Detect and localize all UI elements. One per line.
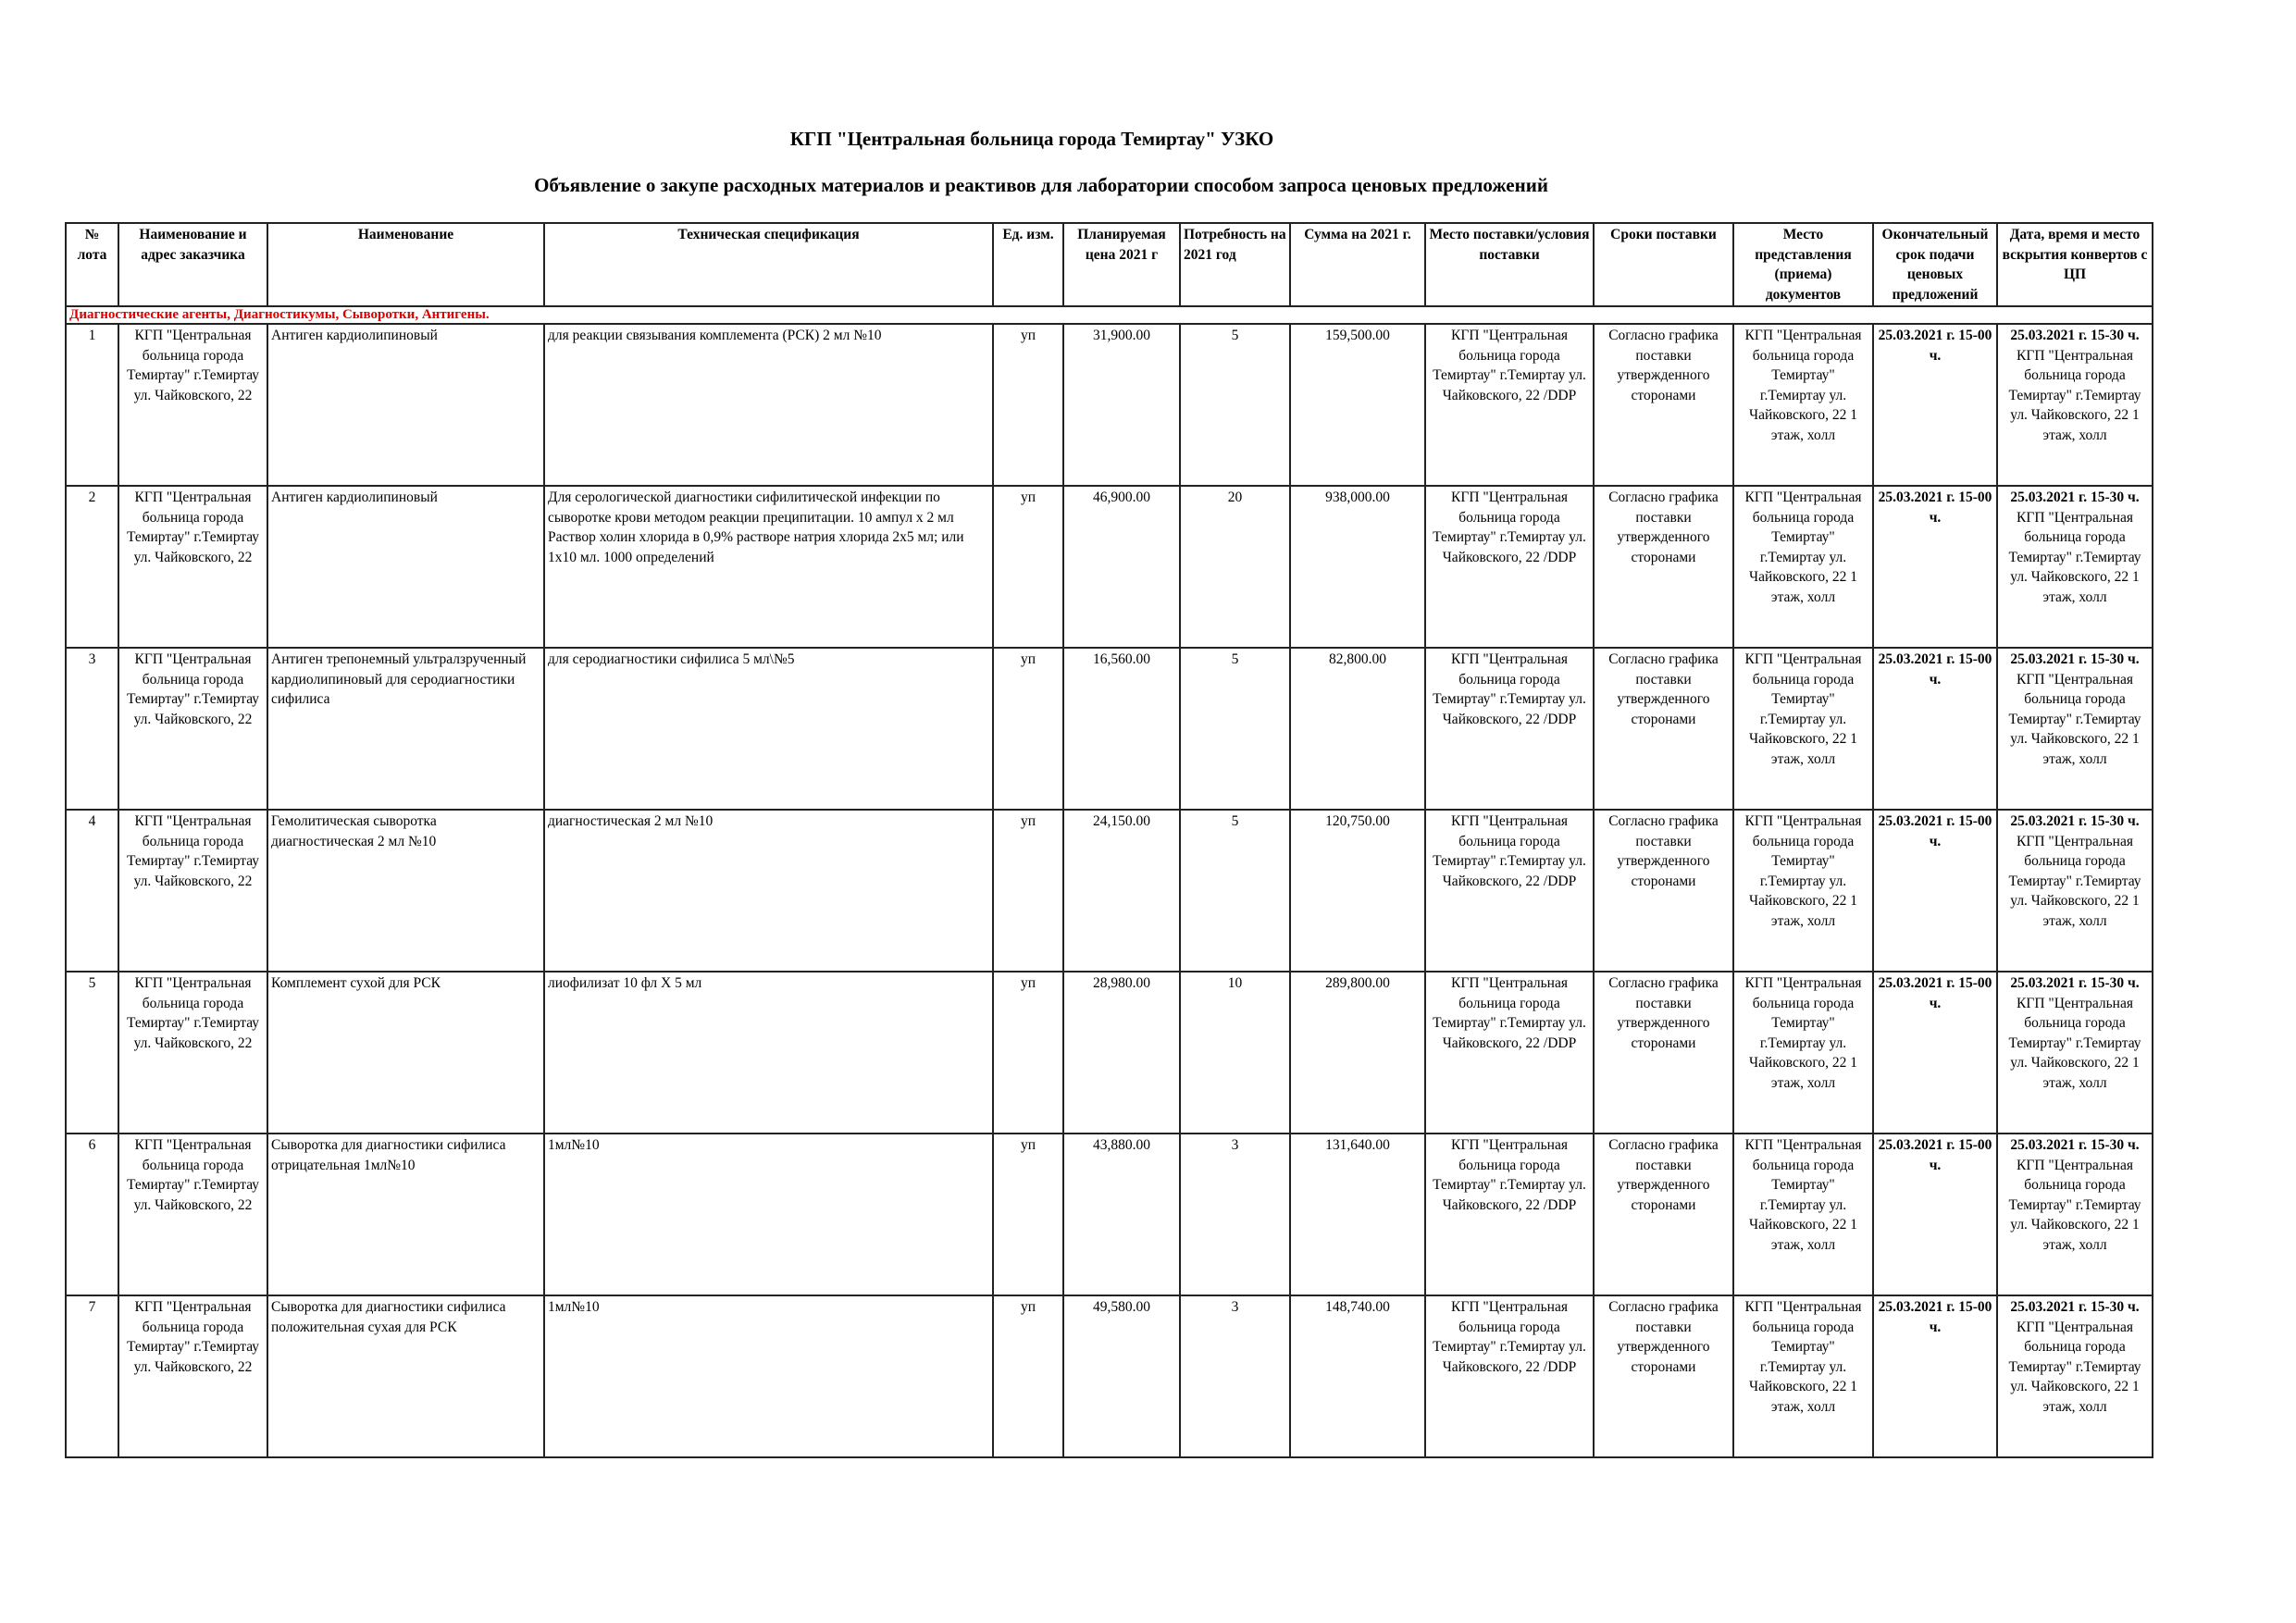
header-docs-place: Место представления (приема) документов <box>1733 223 1873 306</box>
lot-number: 4 <box>66 810 118 972</box>
category-row <box>66 306 2153 324</box>
quantity: 3 <box>1180 1295 1290 1457</box>
opening-place: КГП "Центральная больница города Темиртау" г.Темиртау ул. Чайковского, 22 1 этаж, холл <box>2008 995 2141 1091</box>
header-name: Наименование <box>267 223 544 306</box>
docs-place: КГП "Центральная больница города Темиртау" г.Темиртау ул. Чайковского, 22 1 этаж, холл <box>1733 810 1873 972</box>
specification: для реакции связывания комплемента (РСК) 2 мл №10 <box>544 324 993 486</box>
unit: уп <box>993 810 1063 972</box>
header-opening: Дата, время и место вскрытия конвертов с ЦП <box>1997 223 2153 306</box>
specification: Для серологической диагностики сифилитической инфекции по сыворотке крови методом реакции преципитации. 10 ампул х 2 мл Раствор холин хлорида в 0,9% растворе натрия хлорида 2х5 мл; или 1х10 мл. 1000 определений <box>544 486 993 648</box>
deadline: 25.03.2021 г. 15-00 ч. <box>1873 648 1997 810</box>
opening-cell <box>1997 972 2153 1134</box>
planned-price: 24,150.00 <box>1063 810 1180 972</box>
specification: 1мл№10 <box>544 1295 993 1457</box>
lot-number: 1 <box>66 324 118 486</box>
item-name: Гемолитическая сыворотка диагностическая 2 мл №10 <box>267 810 544 972</box>
planned-price: 28,980.00 <box>1063 972 1180 1134</box>
opening-datetime: 25.03.2021 г. 15-30 ч. <box>2010 651 2140 667</box>
item-name: Сыворотка для диагностики сифилиса отрицательная 1мл№10 <box>267 1134 544 1295</box>
sum: 159,500.00 <box>1290 324 1425 486</box>
opening-datetime: 25.03.2021 г. 15-30 ч. <box>2010 813 2140 829</box>
sum: 938,000.00 <box>1290 486 1425 648</box>
header-delivery-terms: Сроки поставки <box>1594 223 1733 306</box>
specification: диагностическая 2 мл №10 <box>544 810 993 972</box>
category-label: Диагностические агенты, Диагностикумы, Сыворотки, Антигены. <box>66 306 2153 324</box>
lot-number: 5 <box>66 972 118 1134</box>
delivery-place: КГП "Центральная больница города Темиртау" г.Темиртау ул. Чайковского, 22 /DDP <box>1425 972 1594 1134</box>
header-unit: Ед. изм. <box>993 223 1063 306</box>
header-planned-price: Планируемая цена 2021 г <box>1063 223 1180 306</box>
docs-place: КГП "Центральная больница города Темиртау" г.Темиртау ул. Чайковского, 22 1 этаж, холл <box>1733 1134 1873 1295</box>
unit: уп <box>993 972 1063 1134</box>
delivery-place: КГП "Центральная больница города Темиртау" г.Темиртау ул. Чайковского, 22 /DDP <box>1425 1134 1594 1295</box>
delivery-terms: Согласно графика поставки утвержденного сторонами <box>1594 1134 1733 1295</box>
sum: 289,800.00 <box>1290 972 1425 1134</box>
opening-datetime: 25.03.2021 г. 15-30 ч. <box>2010 1299 2140 1315</box>
sum: 131,640.00 <box>1290 1134 1425 1295</box>
delivery-place: КГП "Центральная больница города Темиртау" г.Темиртау ул. Чайковского, 22 /DDP <box>1425 648 1594 810</box>
docs-place: КГП "Центральная больница города Темиртау" г.Темиртау ул. Чайковского, 22 1 этаж, холл <box>1733 486 1873 648</box>
sum: 82,800.00 <box>1290 648 1425 810</box>
specification: для серодиагностики сифилиса 5 мл\№5 <box>544 648 993 810</box>
opening-cell <box>1997 1134 2153 1295</box>
delivery-terms: Согласно графика поставки утвержденного сторонами <box>1594 324 1733 486</box>
unit: уп <box>993 1295 1063 1457</box>
customer-cell: КГП "Центральная больница города Темиртау" г.Темиртау ул. Чайковского, 22 <box>118 810 267 972</box>
quantity: 5 <box>1180 648 1290 810</box>
deadline: 25.03.2021 г. 15-00 ч. <box>1873 1295 1997 1457</box>
opening-place: КГП "Центральная больница города Темиртау" г.Темиртау ул. Чайковского, 22 1 этаж, холл <box>2008 509 2141 605</box>
opening-cell <box>1997 486 2153 648</box>
customer-cell: КГП "Центральная больница города Темиртау" г.Темиртау ул. Чайковского, 22 <box>118 1295 267 1457</box>
deadline: 25.03.2021 г. 15-00 ч. <box>1873 972 1997 1134</box>
customer-cell: КГП "Центральная больница города Темиртау" г.Темиртау ул. Чайковского, 22 <box>118 972 267 1134</box>
opening-datetime: 25.03.2021 г. 15-30 ч. <box>2010 975 2140 991</box>
deadline: 25.03.2021 г. 15-00 ч. <box>1873 810 1997 972</box>
unit: уп <box>993 648 1063 810</box>
opening-place: КГП "Центральная больница города Темиртау" г.Темиртау ул. Чайковского, 22 1 этаж, холл <box>2008 833 2141 929</box>
delivery-place: КГП "Центральная больница города Темиртау" г.Темиртау ул. Чайковского, 22 /DDP <box>1425 324 1594 486</box>
opening-place: КГП "Центральная больница города Темиртау" г.Темиртау ул. Чайковского, 22 1 этаж, холл <box>2008 671 2141 767</box>
delivery-place: КГП "Центральная больница города Темиртау" г.Темиртау ул. Чайковского, 22 /DDP <box>1425 1295 1594 1457</box>
specification: лиофилизат 10 фл Х 5 мл <box>544 972 993 1134</box>
delivery-place: КГП "Центральная больница города Темиртау" г.Темиртау ул. Чайковского, 22 /DDP <box>1425 810 1594 972</box>
table-row <box>66 648 2153 810</box>
opening-place: КГП "Центральная больница города Темиртау" г.Темиртау ул. Чайковского, 22 1 этаж, холл <box>2008 1157 2141 1253</box>
opening-datetime: 25.03.2021 г. 15-30 ч. <box>2010 328 2140 343</box>
procurement-table <box>65 222 2153 1458</box>
planned-price: 31,900.00 <box>1063 324 1180 486</box>
table-row <box>66 972 2153 1134</box>
header-row <box>66 223 2153 306</box>
lot-number: 3 <box>66 648 118 810</box>
lot-number: 2 <box>66 486 118 648</box>
header-delivery-place: Место поставки/условия поставки <box>1425 223 1594 306</box>
deadline: 25.03.2021 г. 15-00 ч. <box>1873 324 1997 486</box>
planned-price: 43,880.00 <box>1063 1134 1180 1295</box>
header-customer: Наименование и адрес заказчика <box>118 223 267 306</box>
delivery-terms: Согласно графика поставки утвержденного сторонами <box>1594 648 1733 810</box>
docs-place: КГП "Центральная больница города Темиртау" г.Темиртау ул. Чайковского, 22 1 этаж, холл <box>1733 648 1873 810</box>
quantity: 5 <box>1180 324 1290 486</box>
header-specification: Техническая спецификация <box>544 223 993 306</box>
planned-price: 46,900.00 <box>1063 486 1180 648</box>
docs-place: КГП "Центральная больница города Темиртау" г.Темиртау ул. Чайковского, 22 1 этаж, холл <box>1733 1295 1873 1457</box>
opening-datetime: 25.03.2021 г. 15-30 ч. <box>2010 489 2140 505</box>
opening-cell <box>1997 324 2153 486</box>
sum: 148,740.00 <box>1290 1295 1425 1457</box>
delivery-terms: Согласно графика поставки утвержденного сторонами <box>1594 486 1733 648</box>
specification: 1мл№10 <box>544 1134 993 1295</box>
item-name: Антиген кардиолипиновый <box>267 486 544 648</box>
table-row <box>66 324 2153 486</box>
unit: уп <box>993 1134 1063 1295</box>
lot-number: 6 <box>66 1134 118 1295</box>
quantity: 20 <box>1180 486 1290 648</box>
deadline: 25.03.2021 г. 15-00 ч. <box>1873 1134 1997 1295</box>
quantity: 3 <box>1180 1134 1290 1295</box>
lot-number: 7 <box>66 1295 118 1457</box>
deadline: 25.03.2021 г. 15-00 ч. <box>1873 486 1997 648</box>
unit: уп <box>993 486 1063 648</box>
docs-place: КГП "Центральная больница города Темиртау" г.Темиртау ул. Чайковского, 22 1 этаж, холл <box>1733 324 1873 486</box>
table-row <box>66 486 2153 648</box>
item-name: Комплемент сухой для РСК <box>267 972 544 1134</box>
header-lot-number: № лота <box>66 223 118 306</box>
sum: 120,750.00 <box>1290 810 1425 972</box>
quantity: 5 <box>1180 810 1290 972</box>
item-name: Антиген трепонемный ультралзрученный кардиолипиновый для серодиагностики сифилиса <box>267 648 544 810</box>
docs-place: КГП "Центральная больница города Темиртау" г.Темиртау ул. Чайковского, 22 1 этаж, холл <box>1733 972 1873 1134</box>
header-sum: Сумма на 2021 г. <box>1290 223 1425 306</box>
header-deadline: Окончательный срок подачи ценовых предложений <box>1873 223 1997 306</box>
header-quantity: Потребность на 2021 год <box>1180 223 1290 306</box>
announcement-title: Объявление о закупе расходных материалов и реактивов для лаборатории способом запроса ценовых предложений <box>534 174 1548 196</box>
unit: уп <box>993 324 1063 486</box>
table-row <box>66 1134 2153 1295</box>
opening-cell <box>1997 1295 2153 1457</box>
item-name: Антиген кардиолипиновый <box>267 324 544 486</box>
delivery-terms: Согласно графика поставки утвержденного сторонами <box>1594 972 1733 1134</box>
opening-place: КГП "Центральная больница города Темиртау" г.Темиртау ул. Чайковского, 22 1 этаж, холл <box>2008 347 2141 443</box>
item-name: Сыворотка для диагностики сифилиса положительная сухая для РСК <box>267 1295 544 1457</box>
quantity: 10 <box>1180 972 1290 1134</box>
planned-price: 49,580.00 <box>1063 1295 1180 1457</box>
customer-cell: КГП "Центральная больница города Темиртау" г.Темиртау ул. Чайковского, 22 <box>118 324 267 486</box>
table-row <box>66 1295 2153 1457</box>
planned-price: 16,560.00 <box>1063 648 1180 810</box>
customer-cell: КГП "Центральная больница города Темиртау" г.Темиртау ул. Чайковского, 22 <box>118 648 267 810</box>
opening-datetime: 25.03.2021 г. 15-30 ч. <box>2010 1137 2140 1153</box>
customer-cell: КГП "Центральная больница города Темиртау" г.Темиртау ул. Чайковского, 22 <box>118 1134 267 1295</box>
organization-title: КГП "Центральная больница города Темиртау" УЗКО <box>789 128 1274 150</box>
opening-place: КГП "Центральная больница города Темиртау" г.Темиртау ул. Чайковского, 22 1 этаж, холл <box>2008 1319 2141 1415</box>
opening-cell <box>1997 648 2153 810</box>
table-row <box>66 810 2153 972</box>
delivery-terms: Согласно графика поставки утвержденного сторонами <box>1594 1295 1733 1457</box>
delivery-terms: Согласно графика поставки утвержденного сторонами <box>1594 810 1733 972</box>
opening-cell <box>1997 810 2153 972</box>
customer-cell: КГП "Центральная больница города Темиртау" г.Темиртау ул. Чайковского, 22 <box>118 486 267 648</box>
delivery-place: КГП "Центральная больница города Темиртау" г.Темиртау ул. Чайковского, 22 /DDP <box>1425 486 1594 648</box>
